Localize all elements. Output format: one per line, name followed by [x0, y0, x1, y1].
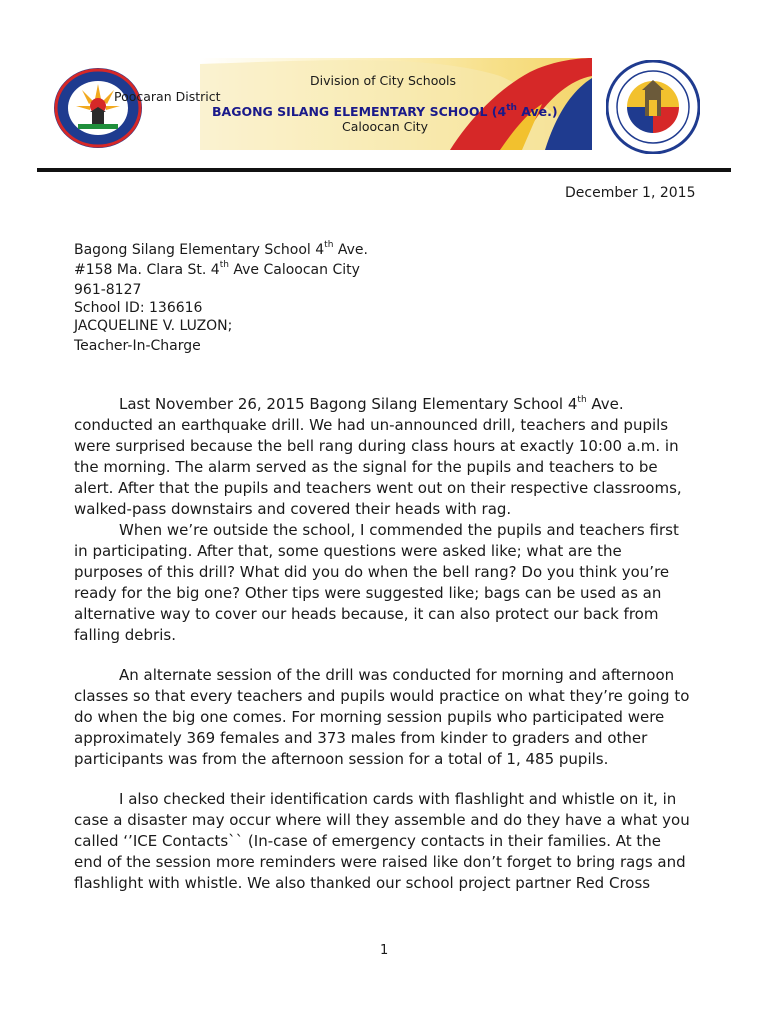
division-name: Division of City Schools [310, 73, 457, 88]
header-divider [37, 168, 731, 172]
paragraph-line: classes so that every teachers and pupils would practice on what they’re going to [74, 687, 690, 705]
paragraph-line: the morning. The alarm served as the signal for the pupils and teachers to be [74, 458, 658, 476]
paragraph-line: conducted an earthquake drill. We had un-announced drill, teachers and pupils [74, 416, 669, 434]
body-paragraph-1 [74, 394, 704, 520]
paragraph-line: case a disaster may occur where will they assemble and do they have a what you [74, 811, 690, 829]
paragraph-line: An alternate session of the drill was conducted for morning and afternoon [119, 666, 675, 684]
paragraph-line: were surprised because the bell rang during class hours at exactly 10:00 a.m. in [74, 437, 679, 455]
school-name: BAGONG SILANG ELEMENTARY SCHOOL (4th Ave.) [212, 102, 558, 119]
paragraph-line: alert. After that the pupils and teachers went out on their respective classrooms, [74, 479, 682, 497]
paragraph-line: ready for the big one? Other tips were suggested like; bags can be used as an [74, 584, 662, 602]
address-line-name: JACQUELINE V. LUZON; [74, 318, 233, 334]
district-name: Poocaran District [114, 89, 221, 104]
address-line-school: Bagong Silang Elementary School 4th Ave. [74, 240, 368, 258]
paragraph-line: purposes of this drill? What did you do when the bell rang? Do you think you’re [74, 563, 670, 581]
address-line-title: Teacher-In-Charge [74, 338, 201, 354]
paragraph-line: alternative way to cover our heads because, it can also protect our back from [74, 605, 659, 623]
city-name: Caloocan City [342, 119, 429, 134]
paragraph-line: When we’re outside the school, I commended the pupils and teachers first [119, 521, 679, 539]
paragraph-line: I also checked their identification cards with flashlight and whistle on it, in [119, 790, 677, 808]
body-paragraph-3 [74, 665, 704, 770]
school-seal-logo [52, 66, 144, 150]
paragraph-line: walked-pass downstairs and covered their heads with rag. [74, 500, 512, 518]
paragraph-line: approximately 369 females and 373 males from kinder to graders and other [74, 729, 648, 747]
division-seal-logo [606, 60, 700, 154]
paragraph-line: Last November 26, 2015 Bagong Silang Elementary School 4th Ave. [119, 395, 624, 413]
paragraph-line: called ‘’ICE Contacts`` (In-case of emergency contacts in their families. At the [74, 832, 662, 850]
address-line-school-id: School ID: 136616 [74, 300, 203, 316]
paragraph-line: in participating. After that, some questions were asked like; what are the [74, 542, 622, 560]
paragraph-line: participants was from the afternoon session for a total of 1, 485 pupils. [74, 750, 609, 768]
paragraph-line: end of the session more reminders were raised like don’t forget to bring rags and [74, 853, 686, 871]
page-number: 1 [380, 943, 389, 958]
paragraph-line: do when the big one comes. For morning session pupils who participated were [74, 708, 665, 726]
paragraph-line: flashlight with whistle. We also thanked our school project partner Red Cross [74, 874, 651, 892]
body-paragraph-2 [74, 520, 704, 646]
letter-date: December 1, 2015 [565, 185, 696, 201]
body-paragraph-4 [74, 789, 704, 894]
address-line-phone: 961-8127 [74, 282, 142, 298]
paragraph-line: falling debris. [74, 626, 176, 644]
address-line-street: #158 Ma. Clara St. 4th Ave Caloocan City [74, 260, 360, 278]
